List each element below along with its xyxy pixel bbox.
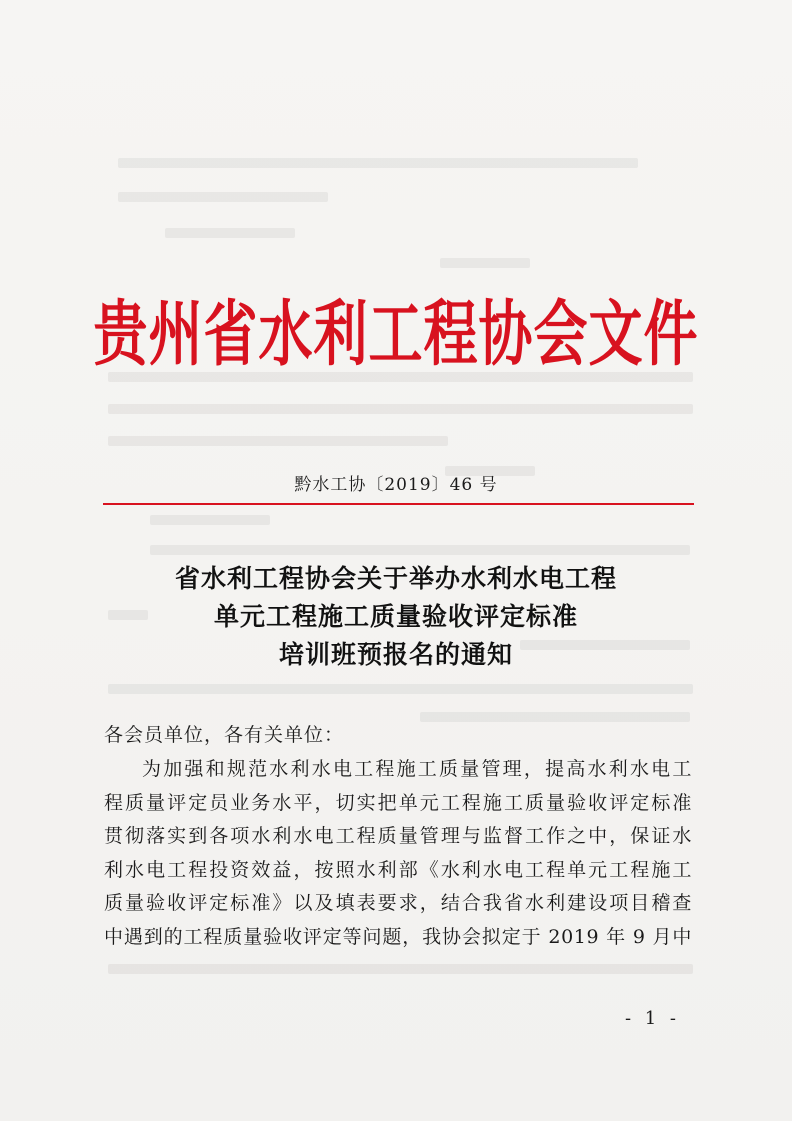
notice-title — [0, 560, 792, 674]
salutation: 各会员单位，各有关单位： — [104, 724, 345, 746]
body-line: 贯彻落实到各项水利水电工程质量管理与监督工作之中，保证水 — [104, 825, 692, 847]
document-number: 黔水工协〔2019〕46 号 — [294, 475, 498, 495]
body-paragraph — [104, 753, 692, 954]
notice-title-line: 培训班预报名的通知 — [278, 640, 513, 669]
body-line: 质量验收评定标准》以及填表要求，结合我省水利建设项目稽查 — [104, 892, 692, 914]
notice-title-line: 省水利工程协会关于举办水利水电工程 — [174, 564, 617, 593]
body-line: 中遇到的工程质量验收评定等问题，我协会拟定于 2019 年 9 月中 — [104, 925, 692, 948]
org-header-title: 贵州省水利工程协会文件 — [93, 291, 699, 376]
red-divider-line — [103, 503, 694, 505]
body-line: 利水电工程投资效益，按照水利部《水利水电工程单元工程施工 — [104, 858, 692, 881]
body-line: 程质量评定员业务水平，切实把单元工程施工质量验收评定标准 — [104, 791, 692, 814]
body-line: 为加强和规范水利水电工程施工质量管理，提高水利水电工 — [142, 758, 692, 780]
notice-title-line: 单元工程施工质量验收评定标准 — [213, 602, 578, 631]
page-number: - 1 - — [624, 1008, 680, 1029]
